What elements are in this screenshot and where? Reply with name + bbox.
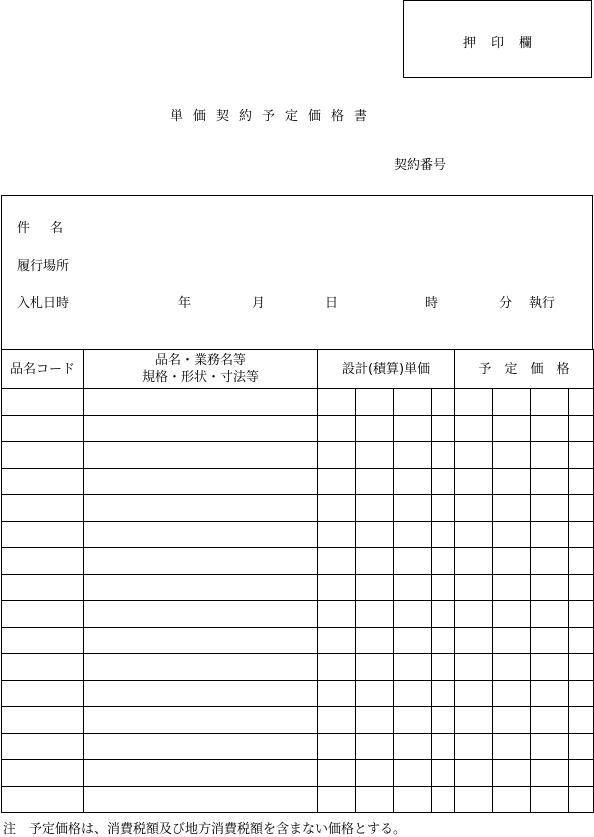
table-cell[interactable] bbox=[493, 548, 531, 575]
table-cell[interactable] bbox=[455, 574, 493, 601]
table-cell[interactable] bbox=[318, 786, 356, 813]
table-cell[interactable] bbox=[531, 495, 569, 522]
table-cell[interactable] bbox=[432, 389, 455, 416]
table-cell[interactable] bbox=[356, 786, 394, 813]
table-cell[interactable] bbox=[569, 680, 594, 707]
table-cell[interactable] bbox=[569, 442, 594, 469]
table-cell[interactable] bbox=[455, 601, 493, 628]
table-cell[interactable] bbox=[394, 707, 432, 734]
table-cell[interactable] bbox=[493, 468, 531, 495]
table-cell[interactable] bbox=[432, 415, 455, 442]
table-cell[interactable] bbox=[531, 760, 569, 787]
table-cell[interactable] bbox=[318, 654, 356, 681]
table-cell[interactable] bbox=[318, 548, 356, 575]
table-cell[interactable] bbox=[569, 786, 594, 813]
day-label: 日 bbox=[325, 296, 339, 311]
table-cell[interactable] bbox=[394, 495, 432, 522]
table-cell[interactable] bbox=[531, 627, 569, 654]
table-cell[interactable] bbox=[531, 548, 569, 575]
stamp-box-label: 押印欄 bbox=[462, 36, 547, 51]
table-cell[interactable] bbox=[569, 760, 594, 787]
table-cell[interactable] bbox=[432, 442, 455, 469]
table-cell[interactable] bbox=[394, 733, 432, 760]
table-cell[interactable] bbox=[84, 786, 318, 813]
table-row bbox=[2, 601, 594, 628]
table-row bbox=[2, 468, 594, 495]
table-cell[interactable] bbox=[432, 495, 455, 522]
item-name-label: 件名 bbox=[17, 221, 84, 236]
table-cell[interactable] bbox=[569, 389, 594, 416]
table-cell[interactable] bbox=[394, 760, 432, 787]
table-cell[interactable] bbox=[455, 521, 493, 548]
table-row bbox=[2, 495, 594, 522]
table-cell[interactable] bbox=[394, 627, 432, 654]
table-cell[interactable] bbox=[455, 548, 493, 575]
table-row bbox=[2, 389, 594, 416]
table-cell[interactable] bbox=[493, 786, 531, 813]
table-cell[interactable] bbox=[394, 468, 432, 495]
table-cell[interactable] bbox=[531, 733, 569, 760]
table-cell[interactable] bbox=[84, 548, 318, 575]
table-row bbox=[2, 707, 594, 734]
table-cell[interactable] bbox=[394, 680, 432, 707]
table-row bbox=[2, 680, 594, 707]
table-cell[interactable] bbox=[569, 415, 594, 442]
place-label: 履行場所 bbox=[17, 259, 70, 274]
table-cell[interactable] bbox=[455, 495, 493, 522]
table-cell[interactable] bbox=[432, 786, 455, 813]
header-planned-price: 予 定 価 格 bbox=[455, 350, 594, 389]
minute-label: 分 bbox=[499, 296, 513, 311]
table-cell[interactable] bbox=[455, 733, 493, 760]
table-cell[interactable] bbox=[531, 442, 569, 469]
table-cell[interactable] bbox=[2, 442, 84, 469]
table-cell[interactable] bbox=[531, 415, 569, 442]
table-cell[interactable] bbox=[455, 680, 493, 707]
table-cell[interactable] bbox=[455, 786, 493, 813]
table-cell[interactable] bbox=[493, 601, 531, 628]
table-row bbox=[2, 442, 594, 469]
table-cell[interactable] bbox=[531, 786, 569, 813]
table-cell[interactable] bbox=[2, 548, 84, 575]
table-cell[interactable] bbox=[394, 415, 432, 442]
table-cell[interactable] bbox=[531, 654, 569, 681]
table-cell[interactable] bbox=[2, 760, 84, 787]
table-cell[interactable] bbox=[432, 680, 455, 707]
hour-label: 時 bbox=[425, 296, 439, 311]
table-cell[interactable] bbox=[84, 442, 318, 469]
table-cell[interactable] bbox=[2, 389, 84, 416]
table-cell[interactable] bbox=[84, 707, 318, 734]
table-cell[interactable] bbox=[432, 521, 455, 548]
table-row bbox=[2, 786, 594, 813]
table-row bbox=[2, 733, 594, 760]
table-row bbox=[2, 627, 594, 654]
execution-label: 執行 bbox=[529, 296, 556, 311]
table-cell[interactable] bbox=[493, 415, 531, 442]
table-cell[interactable] bbox=[356, 707, 394, 734]
table-cell[interactable] bbox=[84, 654, 318, 681]
table-cell[interactable] bbox=[356, 548, 394, 575]
table-cell[interactable] bbox=[356, 415, 394, 442]
table-cell[interactable] bbox=[569, 654, 594, 681]
table-cell[interactable] bbox=[318, 521, 356, 548]
table-cell[interactable] bbox=[2, 733, 84, 760]
month-label: 月 bbox=[252, 296, 266, 311]
header-name-line2: 規格・形状・寸法等 bbox=[141, 370, 259, 385]
table-cell[interactable] bbox=[455, 415, 493, 442]
table-cell[interactable] bbox=[2, 707, 84, 734]
table-cell[interactable] bbox=[531, 468, 569, 495]
contract-number-label: 契約番号 bbox=[394, 158, 447, 173]
table-row bbox=[2, 521, 594, 548]
table-cell[interactable] bbox=[318, 495, 356, 522]
table-cell[interactable] bbox=[455, 389, 493, 416]
table-cell[interactable] bbox=[493, 707, 531, 734]
table-cell[interactable] bbox=[84, 601, 318, 628]
table-cell[interactable] bbox=[2, 627, 84, 654]
table-cell[interactable] bbox=[318, 468, 356, 495]
table-row bbox=[2, 415, 594, 442]
table-cell[interactable] bbox=[394, 548, 432, 575]
table-cell[interactable] bbox=[569, 495, 594, 522]
table-cell[interactable] bbox=[455, 654, 493, 681]
table-cell[interactable] bbox=[493, 389, 531, 416]
table-row bbox=[2, 760, 594, 787]
table-cell[interactable] bbox=[356, 468, 394, 495]
table-cell[interactable] bbox=[531, 680, 569, 707]
table-cell[interactable] bbox=[84, 521, 318, 548]
table-cell[interactable] bbox=[318, 574, 356, 601]
table-cell[interactable] bbox=[569, 521, 594, 548]
table-cell[interactable] bbox=[2, 495, 84, 522]
table-cell[interactable] bbox=[318, 680, 356, 707]
table-header-row bbox=[2, 350, 594, 389]
table-cell[interactable] bbox=[318, 601, 356, 628]
header-name-line1: 品名・業務名等 bbox=[154, 353, 246, 368]
table-cell[interactable] bbox=[493, 760, 531, 787]
table-cell[interactable] bbox=[455, 442, 493, 469]
table-cell[interactable] bbox=[2, 521, 84, 548]
table-cell[interactable] bbox=[356, 601, 394, 628]
table-row bbox=[2, 548, 594, 575]
table-cell[interactable] bbox=[84, 574, 318, 601]
table-cell[interactable] bbox=[2, 601, 84, 628]
table-cell[interactable] bbox=[455, 707, 493, 734]
table-cell[interactable] bbox=[2, 786, 84, 813]
bid-date-label: 入札日時 bbox=[17, 296, 70, 311]
table-cell[interactable] bbox=[394, 786, 432, 813]
table-cell[interactable] bbox=[356, 627, 394, 654]
table-cell[interactable] bbox=[2, 468, 84, 495]
table-cell[interactable] bbox=[432, 468, 455, 495]
table-cell[interactable] bbox=[493, 733, 531, 760]
table-cell[interactable] bbox=[569, 468, 594, 495]
table-cell[interactable] bbox=[493, 442, 531, 469]
document-title: 単価契約予定価格書 bbox=[170, 109, 378, 124]
table-cell[interactable] bbox=[84, 680, 318, 707]
table-cell[interactable] bbox=[455, 760, 493, 787]
table-body bbox=[2, 389, 594, 813]
table-cell[interactable] bbox=[356, 760, 394, 787]
table-cell[interactable] bbox=[318, 707, 356, 734]
table-cell[interactable] bbox=[432, 654, 455, 681]
table-cell[interactable] bbox=[84, 760, 318, 787]
table-cell[interactable] bbox=[493, 574, 531, 601]
table-cell[interactable] bbox=[84, 627, 318, 654]
table-cell[interactable] bbox=[356, 574, 394, 601]
table-cell[interactable] bbox=[493, 495, 531, 522]
table-cell[interactable] bbox=[455, 468, 493, 495]
table-cell[interactable] bbox=[432, 707, 455, 734]
table-cell[interactable] bbox=[318, 389, 356, 416]
table-cell[interactable] bbox=[84, 733, 318, 760]
table-cell[interactable] bbox=[531, 601, 569, 628]
table-row bbox=[2, 574, 594, 601]
table-cell[interactable] bbox=[318, 415, 356, 442]
table-cell[interactable] bbox=[394, 389, 432, 416]
table-cell[interactable] bbox=[569, 574, 594, 601]
table-cell[interactable] bbox=[531, 574, 569, 601]
table-cell[interactable] bbox=[394, 574, 432, 601]
header-name bbox=[84, 350, 318, 389]
table-cell[interactable] bbox=[432, 627, 455, 654]
table-cell[interactable] bbox=[394, 601, 432, 628]
table-cell[interactable] bbox=[356, 654, 394, 681]
table-cell[interactable] bbox=[569, 601, 594, 628]
table-cell[interactable] bbox=[531, 521, 569, 548]
table-cell[interactable] bbox=[569, 548, 594, 575]
footnote: 注 予定価格は、消費税額及び地方消費税額を含まない価格とする。 bbox=[3, 822, 407, 837]
table-cell[interactable] bbox=[569, 627, 594, 654]
table-cell[interactable] bbox=[394, 521, 432, 548]
table-cell[interactable] bbox=[569, 733, 594, 760]
table-cell[interactable] bbox=[84, 468, 318, 495]
table-cell[interactable] bbox=[356, 680, 394, 707]
year-label: 年 bbox=[178, 296, 192, 311]
table-cell[interactable] bbox=[531, 707, 569, 734]
table-cell[interactable] bbox=[318, 733, 356, 760]
table-cell[interactable] bbox=[432, 733, 455, 760]
table-cell[interactable] bbox=[356, 733, 394, 760]
table-cell[interactable] bbox=[493, 521, 531, 548]
table-cell[interactable] bbox=[356, 521, 394, 548]
table-cell[interactable] bbox=[2, 654, 84, 681]
table-cell[interactable] bbox=[356, 442, 394, 469]
table-cell[interactable] bbox=[356, 495, 394, 522]
stamp-box bbox=[403, 0, 592, 78]
table-cell[interactable] bbox=[84, 495, 318, 522]
table-cell[interactable] bbox=[2, 574, 84, 601]
table-cell[interactable] bbox=[493, 654, 531, 681]
table-cell[interactable] bbox=[432, 601, 455, 628]
table-cell[interactable] bbox=[356, 389, 394, 416]
table-cell[interactable] bbox=[318, 627, 356, 654]
table-cell[interactable] bbox=[569, 707, 594, 734]
table-cell[interactable] bbox=[531, 389, 569, 416]
table-cell[interactable] bbox=[394, 442, 432, 469]
table-cell[interactable] bbox=[432, 760, 455, 787]
table-cell[interactable] bbox=[84, 415, 318, 442]
items-table bbox=[1, 349, 594, 813]
header-unit-price: 設計(積算)単価 bbox=[318, 350, 455, 389]
table-cell[interactable] bbox=[493, 627, 531, 654]
table-cell[interactable] bbox=[84, 389, 318, 416]
info-box bbox=[1, 195, 593, 350]
table-cell[interactable] bbox=[432, 574, 455, 601]
table-cell[interactable] bbox=[318, 760, 356, 787]
table-row bbox=[2, 654, 594, 681]
table-cell[interactable] bbox=[432, 548, 455, 575]
header-code: 品名コード bbox=[2, 350, 84, 389]
table-cell[interactable] bbox=[493, 680, 531, 707]
table-cell[interactable] bbox=[2, 415, 84, 442]
table-cell[interactable] bbox=[455, 627, 493, 654]
table-cell[interactable] bbox=[318, 442, 356, 469]
table-cell[interactable] bbox=[2, 680, 84, 707]
table-cell[interactable] bbox=[394, 654, 432, 681]
